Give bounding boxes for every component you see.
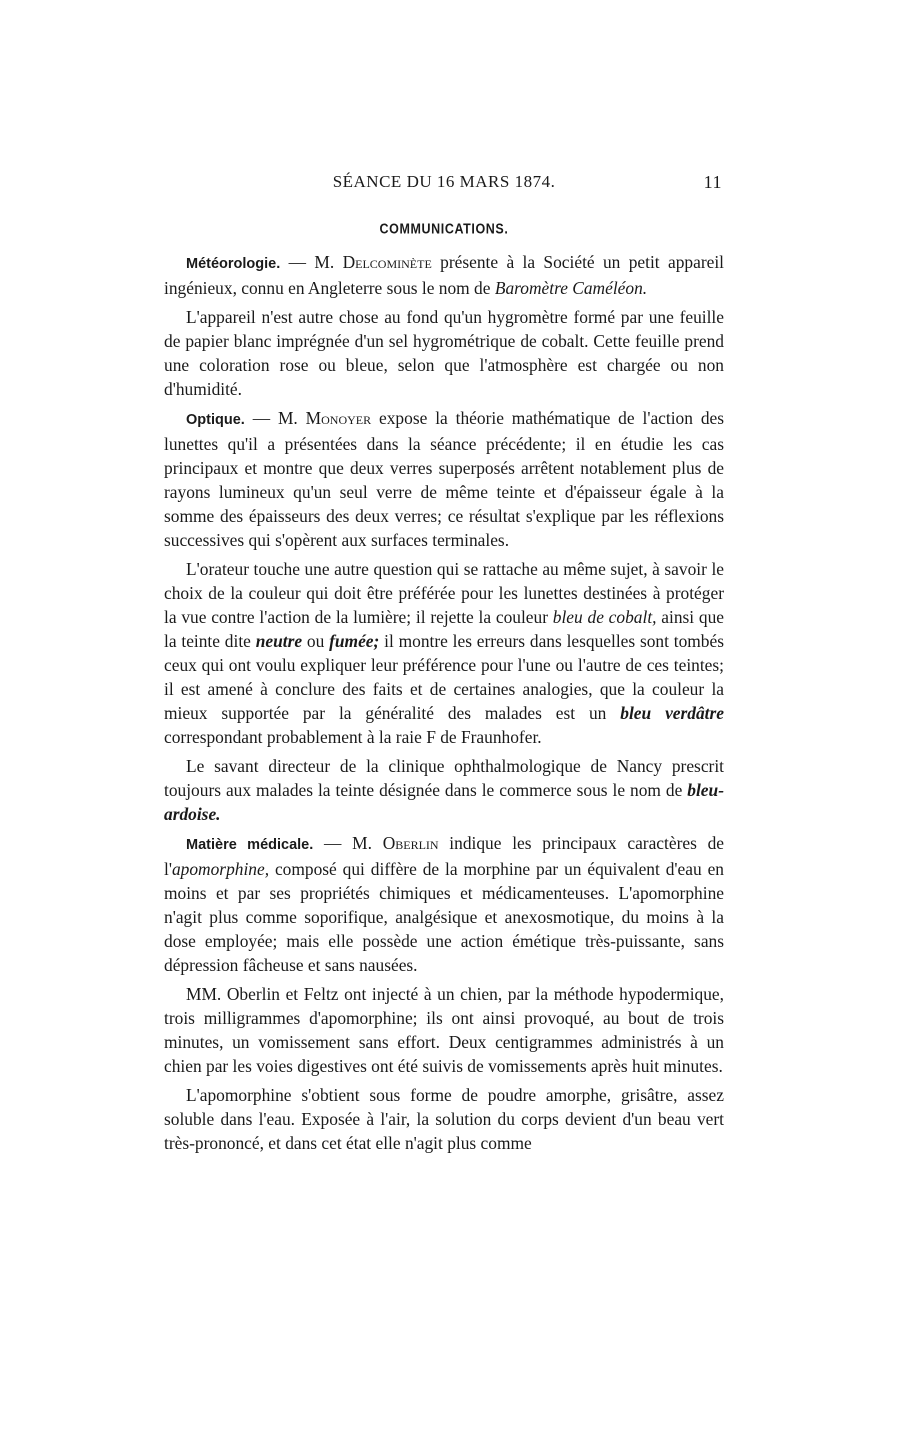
- italic-text: bleu verdâtre: [620, 703, 724, 723]
- italic-text: Baromètre Caméléon.: [494, 278, 648, 298]
- paragraph-matiere-medicale: [164, 831, 724, 977]
- paragraph-apomorphine: L'apomorphine s'obtient sous forme de poudre amorphe, grisâtre, assez soluble dans l'eau. Exposée à l'air, la solution du corps devient d'un beau vert très-prononcé, et dans cet état elle n'agit plus comme: [164, 1085, 724, 1153]
- body-text: il montre les erreurs dans lesquelles sont tombés ceux qui ont voulu expliquer leur préférence pour l'une ou l'autre de ces teintes; il est amené à conclure des faits et de certaines analogies, que la couleur la mieux supportée par la généralité des malades est un: [164, 631, 724, 723]
- author-name: Monoyer: [305, 408, 372, 428]
- body-text: indique les principaux caractères de l': [164, 833, 724, 879]
- body-text: composé qui diffère de la morphine par un équivalent d'eau en moins et par ses propriétés chimiques et médicamenteuses. L'apomorphine n'agit plus comme soporifique, analgésique et anexosmotique, du moins à la dose employée; mais elle possède une action émétique très-puissante, sans dépression fâcheuse et sans nausées.: [164, 859, 724, 975]
- italic-text: bleu-ardoise.: [164, 780, 724, 824]
- paragraph-optique: [164, 406, 724, 552]
- body-text: ou: [302, 631, 330, 651]
- running-title: [164, 172, 724, 192]
- running-title-year: 1874.: [514, 172, 556, 191]
- dash: — M.: [313, 833, 383, 853]
- body-text: correspondant probablement à la raie F de Fraunhofer.: [164, 727, 542, 747]
- italic-text: neutre: [255, 631, 303, 651]
- body-text: L'orateur touche une autre question qui se rattache au même sujet, à savoir le choix de la couleur qui doit être préférée pour les lunettes destinées à protéger la vue contre l'action de la lumière; il rejette la couleur: [164, 559, 724, 627]
- running-title-du: DU: [406, 172, 433, 191]
- section-heading: COMMUNICATIONS.: [379, 220, 509, 238]
- rubric-matiere-medicale: Matière médicale.: [186, 837, 314, 853]
- dash: — M.: [244, 408, 306, 428]
- author-name: Delcominète: [342, 252, 432, 272]
- running-header: [164, 168, 724, 196]
- body-text: Le savant directeur de la clinique ophthalmologique de Nancy prescrit toujours aux malades la teinte désignée dans le commerce sous le nom de: [164, 756, 724, 800]
- paragraph-appareil: L'appareil n'est autre chose au fond qu'un hygromètre formé par une feuille de papier blanc imprégnée d'un sel hygrométrique de cobalt. Cette feuille prend une coloration rose ou bleue, selon que l'atmosphère est chargée ou non d'humidité.: [164, 307, 724, 399]
- body-text: expose la théorie mathématique de l'action des lunettes qu'il a présentées dans la séance précédente; il en étudie les cas principaux et montre que deux verres superposés arrêtent notablement plus de rayons lumineux qu'un seul verre de même teinte et d'épaisseur égale à la somme des épaisseurs des deux verres; ce résultat s'explique par les réflexions successives qui s'opèrent aux surfaces terminales.: [164, 408, 725, 550]
- dash: — M.: [280, 252, 343, 272]
- rubric-optique: Optique.: [186, 412, 245, 428]
- body-text: présente à la Société un petit appareil ingénieux, connu en Angleterre sous le nom de: [164, 252, 724, 298]
- page-number: 11: [703, 172, 722, 192]
- running-title-month: MARS: [459, 172, 510, 191]
- rubric-meteorologie: Météorologie.: [186, 256, 281, 272]
- italic-text: apomorphine,: [171, 859, 270, 879]
- paragraph-directeur: [164, 754, 724, 826]
- paragraph-injection: MM. Oberlin et Feltz ont injecté à un chien, par la méthode hypodermique, trois milligrammes d'apomorphine; ils ont ainsi provoqué, au bout de trois minutes, un vomissement sans effort. Deux centigrammes administrés à un chien par les voies digestives ont été suivis de vomissements après huit minutes.: [164, 984, 724, 1076]
- document-page: [164, 168, 724, 1160]
- italic-text: fumée;: [329, 631, 380, 651]
- running-title-seance: SÉANCE: [332, 172, 402, 191]
- author-name: Oberlin: [382, 833, 439, 853]
- body-text: ainsi que la teinte dite: [164, 607, 724, 651]
- paragraph-meteorologie: [164, 250, 724, 300]
- paragraph-orateur: [164, 557, 724, 749]
- running-title-day: 16: [436, 172, 455, 191]
- italic-text: bleu de cobalt,: [552, 607, 657, 627]
